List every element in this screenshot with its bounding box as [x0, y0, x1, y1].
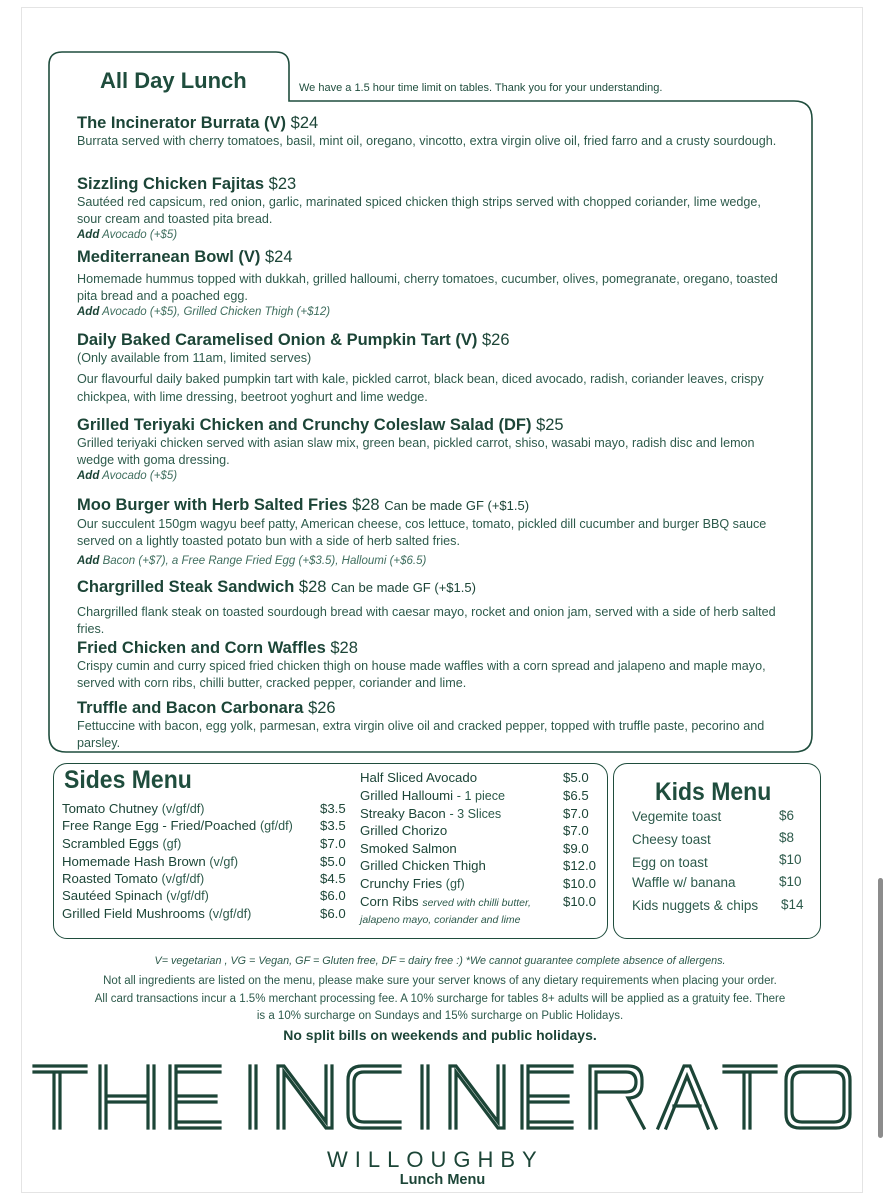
add-label: Add [77, 555, 100, 567]
side-price: $6.5 [563, 788, 589, 803]
addon-text: Avocado (+$5), Grilled Chicken Thigh (+$12) [102, 306, 331, 318]
item-name: Sizzling Chicken Fajitas [77, 175, 265, 193]
side-diet: (gf) [162, 837, 182, 851]
item-addon [77, 553, 787, 569]
side-item [62, 854, 238, 869]
side-item [360, 806, 501, 821]
menu-item [77, 113, 787, 150]
side-name: Homemade Hash Brown [62, 854, 206, 869]
item-description: Our flavourful daily baked pumpkin tart with kale, pickled carrot, black bean, diced avocado, radish, coriander leaves, crispy chickpea, with lime dressing, beetroot yoghurt and lime wedge. [77, 372, 764, 404]
gf-option-note: Can be made GF (+$1.5) [331, 580, 476, 595]
side-name: Streaky Bacon [360, 806, 446, 821]
side-price: $7.0 [563, 823, 589, 838]
incinerator-logo [28, 1058, 858, 1136]
side-item [360, 788, 505, 803]
surcharge-note: All card transactions incur a 1.5% merchant processing fee. A 10% surcharge for tables 8+ adults will be applied as a gratuity fee. There [94, 993, 786, 1005]
item-title [77, 698, 787, 718]
side-name: Scrambled Eggs [62, 836, 159, 851]
side-name: Half Sliced Avocado [360, 770, 478, 785]
menu-item [77, 698, 787, 751]
menu-item [77, 247, 787, 320]
side-item [62, 818, 293, 833]
item-description: Fettuccine with bacon, egg yolk, parmesan, extra virgin olive oil and cracked pepper, topped with truffle paste, pecorino and parsley. [77, 719, 765, 750]
split-bill-note: No split bills on weekends and public holidays. [283, 1027, 597, 1043]
item-description: Burrata served with cherry tomatoes, basil, mint oil, oregano, vincotto, extra virgin olive oil, fried farro and a crusty sourdough. [77, 134, 777, 148]
side-price: $10.0 [563, 894, 597, 909]
side-price: $12.0 [563, 858, 597, 873]
item-name: Daily Baked Caramelised Onion & Pumpkin Tart (V) [77, 331, 478, 349]
menu-item [77, 577, 787, 637]
item-price: $26 [481, 331, 510, 349]
side-name: Corn Ribs [360, 894, 419, 909]
side-name: Grilled Chicken Thigh [360, 858, 486, 873]
add-label: Add [77, 470, 100, 482]
kids-item-price: $10 [779, 852, 802, 867]
side-price: $5.0 [563, 770, 589, 785]
kids-item-price: $14 [781, 897, 804, 912]
menu-item [77, 330, 787, 406]
side-price: $7.0 [563, 806, 589, 821]
item-description: Chargrilled flank steak on toasted sourdough bread with caesar mayo, rocket and onion jam, served with a side of herb salted fries. [77, 605, 776, 636]
item-price: $28 [330, 639, 358, 657]
item-title [77, 495, 787, 516]
side-item [62, 801, 204, 816]
side-item [62, 871, 204, 886]
scrollbar[interactable] [878, 878, 883, 1138]
side-name: Smoked Salmon [360, 841, 457, 856]
item-name: Chargrilled Steak Sandwich [77, 578, 295, 596]
surcharge-note-cont: is a 10% surcharge on Sundays and 15% surcharge on Public Holidays. [256, 1010, 624, 1022]
side-name: Tomato Chutney [62, 801, 159, 816]
item-title [77, 638, 787, 658]
addon-text: Bacon (+$7), a Free Range Fried Egg (+$3.5), Halloumi (+$6.5) [102, 555, 427, 567]
side-price: $10.0 [563, 876, 597, 891]
side-name: Grilled Field Mushrooms [62, 906, 205, 921]
kids-item-price: $10 [779, 874, 802, 889]
menu-item [77, 174, 787, 243]
item-name: Truffle and Bacon Carbonara [77, 699, 304, 717]
side-item [360, 841, 457, 856]
item-description: Homemade hummus topped with dukkah, grilled halloumi, cherry tomatoes, cucumber, olives, pomegranate, oregano, toasted pita bread and a poached egg. [77, 272, 778, 303]
item-title [77, 113, 787, 133]
side-diet: (v/gf/df) [166, 889, 209, 903]
side-portion: - 3 Slices [449, 807, 502, 821]
side-item [360, 770, 477, 785]
item-description: Crispy cumin and curry spiced fried chicken thigh on house made waffles with a corn spread and jalapeno and maple mayo, served with corn ribs, chilli butter, cracked pepper, coriander and lime. [77, 659, 766, 690]
kids-item-name: Waffle w/ banana [632, 875, 736, 890]
side-name: Free Range Egg - Fried/Poached [62, 818, 257, 833]
side-name: Roasted Tomato [62, 871, 158, 886]
add-label: Add [77, 306, 100, 318]
side-diet: (v/gf/df) [161, 802, 205, 816]
item-name: The Incinerator Burrata (V) [77, 114, 287, 132]
menu-label: Lunch Menu [399, 1172, 486, 1188]
side-price: $6.0 [320, 888, 346, 903]
side-diet: (gf) [445, 877, 465, 891]
side-item [62, 888, 209, 903]
item-price: $26 [308, 699, 336, 717]
item-addon [77, 304, 787, 320]
side-item [360, 823, 447, 838]
kids-title: Kids Menu [655, 778, 772, 806]
side-item [62, 836, 181, 851]
item-name: Mediterranean Bowl (V) [77, 248, 261, 266]
item-title [77, 415, 787, 435]
item-title [77, 247, 787, 267]
item-title [77, 330, 787, 350]
side-diet: (gf/df) [259, 819, 293, 833]
menu-item [77, 495, 787, 569]
time-limit-note: We have a 1.5 hour time limit on tables. Thank you for your understanding. [299, 82, 663, 94]
side-note: served with chilli butter, [422, 897, 531, 909]
side-price: $3.5 [320, 818, 346, 833]
item-description: Our succulent 150gm wagyu beef patty, American cheese, cos lettuce, tomato, pickled dill cucumber and burger BBQ sauce served on a lightly toasted potato bun with a side of herb salted fries. [77, 517, 767, 548]
side-price: $7.0 [320, 836, 346, 851]
menu-item [77, 638, 787, 691]
item-addon [77, 227, 787, 243]
side-portion: - 1 piece [456, 789, 506, 803]
side-item [360, 858, 486, 873]
item-price: $24 [290, 114, 319, 132]
side-price: $6.0 [320, 906, 346, 921]
item-price: $25 [536, 416, 564, 434]
item-name: Fried Chicken and Corn Waffles [77, 639, 326, 657]
item-price: $28 [298, 578, 327, 596]
item-price: $24 [264, 248, 293, 266]
allergy-note: Not all ingredients are listed on the menu, please make sure your server knows of any dietary requirements when placing your order. [103, 975, 777, 987]
kids-item-name: Cheesy toast [632, 832, 711, 847]
item-name: Moo Burger with Herb Salted Fries [77, 496, 348, 514]
item-price: $23 [268, 175, 297, 193]
side-diet: (v/gf/df) [208, 907, 252, 921]
addon-text: Avocado (+$5) [102, 229, 178, 241]
side-diet: (v/gf/df) [161, 872, 205, 886]
kids-item-price: $6 [779, 808, 795, 823]
side-item [360, 876, 465, 891]
side-price: $3.5 [320, 801, 346, 816]
side-price: $9.0 [563, 841, 589, 856]
gf-option-note: Can be made GF (+$1.5) [384, 498, 530, 513]
side-price: $5.0 [320, 854, 346, 869]
kids-item-name: Egg on toast [632, 855, 708, 870]
menu-item [77, 415, 787, 484]
side-item [360, 894, 531, 909]
side-name: Grilled Chorizo [360, 823, 448, 838]
kids-item-name: Vegemite toast [632, 809, 722, 824]
item-description: Sautéed red capsicum, red onion, garlic, marinated spiced chicken thigh strips served with chopped coriander, lime wedge, sour cream and toasted pita bread. [77, 195, 761, 226]
side-name: Crunchy Fries [360, 876, 443, 891]
side-diet: (v/gf) [209, 855, 239, 869]
dietary-legend: V= vegetarian , VG = Vegan, GF = Gluten free, DF = dairy free :) *We cannot guarantee complete absence of allergens. [154, 955, 726, 967]
addon-text: Avocado (+$5) [102, 470, 178, 482]
side-price: $4.5 [320, 871, 346, 886]
item-availability: (Only available from 11am, limited serves) [77, 351, 312, 365]
item-title [77, 174, 787, 194]
kids-item-name: Kids nuggets & chips [632, 898, 759, 913]
side-item [62, 906, 251, 921]
add-label: Add [77, 229, 100, 241]
sides-title: Sides Menu [64, 766, 192, 794]
location-label: WILLOUGHBY [327, 1147, 544, 1172]
item-title [77, 577, 787, 598]
item-name: Grilled Teriyaki Chicken and Crunchy Coleslaw Salad (DF) [77, 416, 532, 434]
kids-item-price: $8 [779, 830, 795, 845]
side-name: Sautéed Spinach [62, 888, 163, 903]
item-addon [77, 468, 787, 484]
side-name: Grilled Halloumi [360, 788, 454, 803]
item-description: Grilled teriyaki chicken served with asian slaw mix, green bean, pickled carrot, shiso, wasabi mayo, radish disc and lemon wedge with goma dressing. [77, 436, 755, 467]
side-note: jalapeno mayo, coriander and lime [360, 914, 521, 926]
section-title: All Day Lunch [100, 68, 247, 93]
item-price: $28 [352, 496, 380, 514]
side-item-note [360, 911, 521, 926]
